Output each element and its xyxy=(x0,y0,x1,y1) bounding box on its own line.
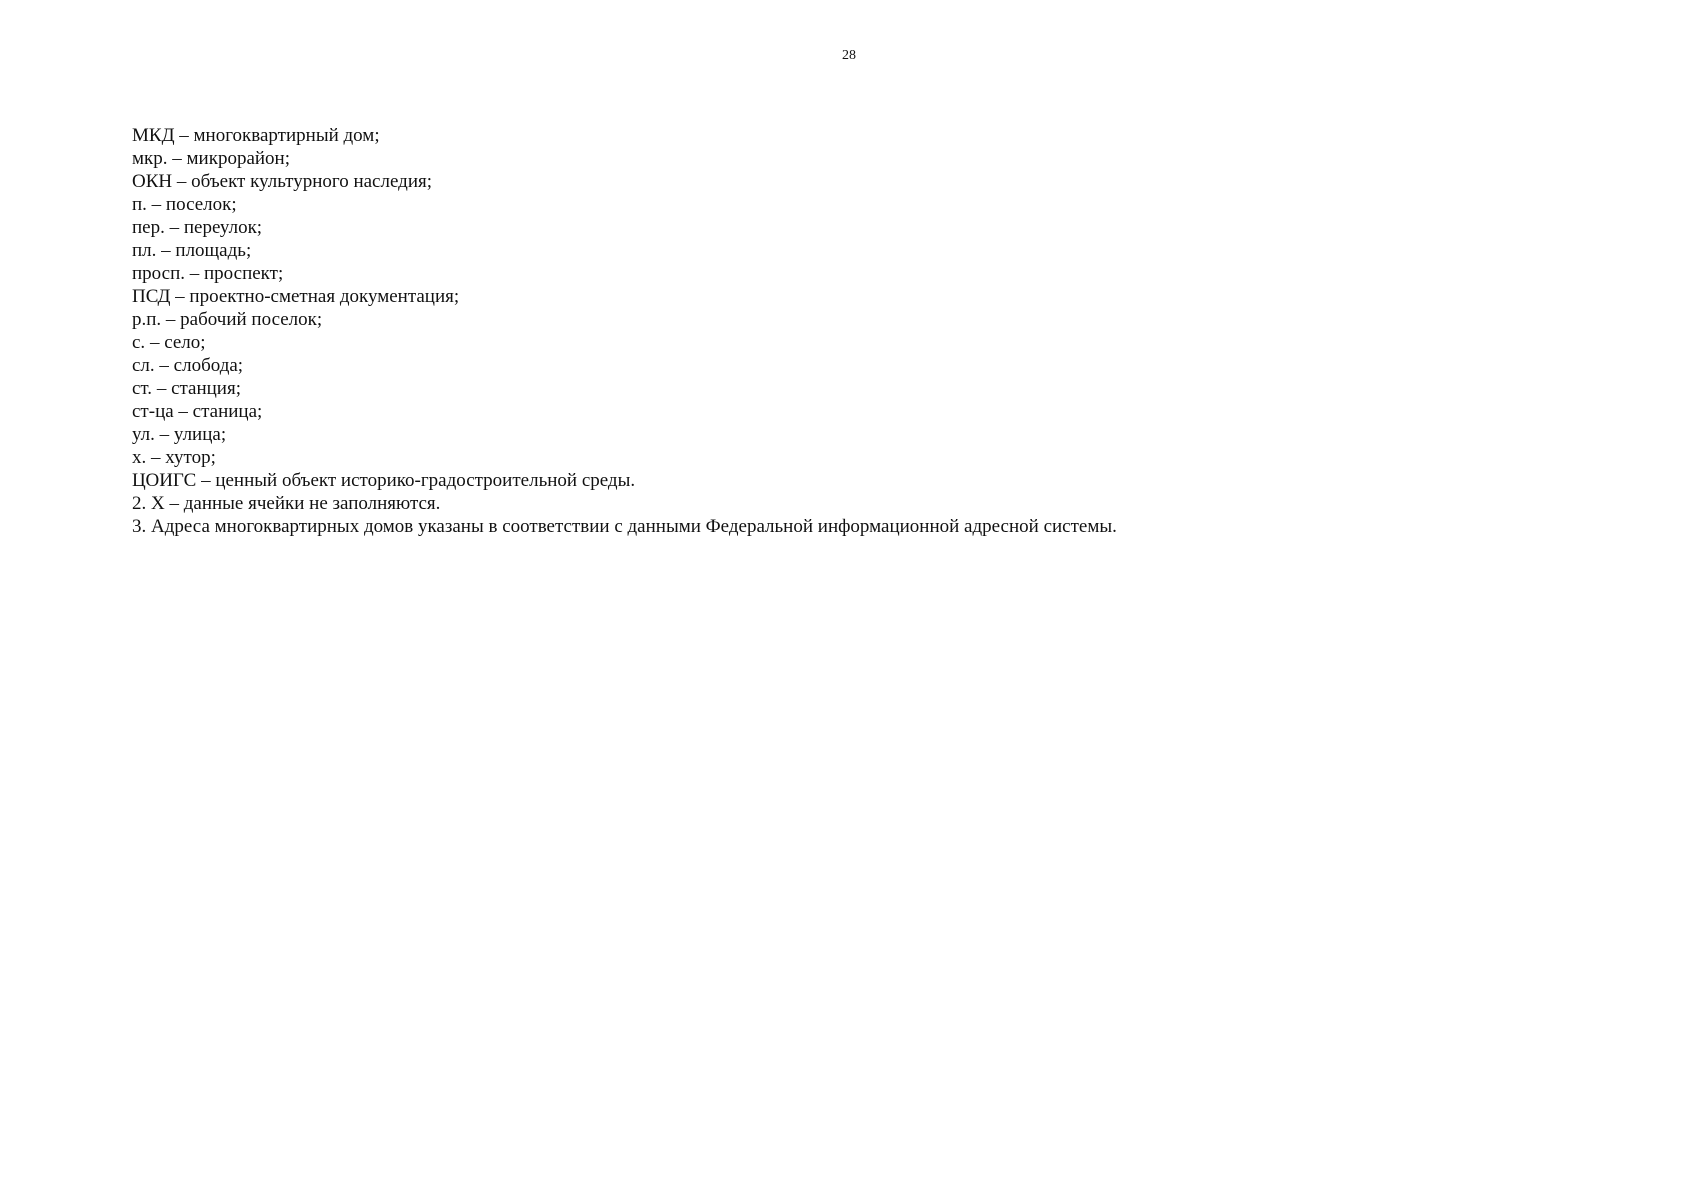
abbreviation-definition: поселок; xyxy=(165,194,237,215)
abbreviation-line xyxy=(132,377,1572,400)
abbreviation-term: просп. – xyxy=(132,263,204,284)
abbreviation-line xyxy=(132,124,1572,147)
abbreviation-line xyxy=(132,354,1572,377)
abbreviation-line xyxy=(132,170,1572,193)
note-term: 2. Х – xyxy=(132,493,184,514)
abbreviation-term: ПСД – xyxy=(132,286,189,307)
abbreviation-definition: площадь; xyxy=(175,240,252,261)
abbreviation-line xyxy=(132,216,1572,239)
abbreviation-definition: многоквартирный дом; xyxy=(193,125,380,146)
abbreviation-line xyxy=(132,469,1572,492)
abbreviation-term: х. – xyxy=(132,447,165,468)
abbreviation-term: п. – xyxy=(132,194,166,215)
abbreviations-notes xyxy=(132,124,1572,538)
abbreviation-definition: село; xyxy=(164,332,206,353)
abbreviation-term: пл. – xyxy=(132,240,175,261)
abbreviation-definition: улица; xyxy=(173,424,227,445)
note-definition: данные ячейки не заполняются. xyxy=(183,493,441,514)
abbreviation-line xyxy=(132,400,1572,423)
abbreviation-definition: хутор; xyxy=(165,447,216,468)
abbreviation-line xyxy=(132,147,1572,170)
abbreviation-term: мкр. – xyxy=(132,148,187,169)
abbreviation-line xyxy=(132,308,1572,331)
abbreviation-definition: станция; xyxy=(171,378,241,399)
abbreviation-term: ст-ца – xyxy=(132,401,193,422)
abbreviation-definition: слобода; xyxy=(173,355,244,376)
note-item xyxy=(132,492,1572,515)
abbreviation-term: ОКН – xyxy=(132,171,191,192)
abbreviation-line xyxy=(132,262,1572,285)
abbreviation-line xyxy=(132,193,1572,216)
abbreviation-definition: переулок; xyxy=(183,217,263,238)
abbreviation-line xyxy=(132,285,1572,308)
abbreviation-definition: микрорайон; xyxy=(186,148,290,169)
abbreviation-definition: проектно-сметная документация; xyxy=(189,286,460,307)
abbreviation-definition: рабочий поселок; xyxy=(180,309,323,330)
abbreviation-term: пер. – xyxy=(132,217,184,238)
page-number: 28 xyxy=(842,48,856,63)
abbreviation-definition: станица; xyxy=(192,401,263,422)
abbreviation-term: с. – xyxy=(132,332,164,353)
abbreviation-term: сл. – xyxy=(132,355,174,376)
abbreviation-definition: ценный объект историко-градостроительной среды. xyxy=(215,470,636,491)
abbreviation-term: ст. – xyxy=(132,378,171,399)
abbreviation-term: ЦОИГС – xyxy=(132,470,215,491)
abbreviation-line xyxy=(132,239,1572,262)
abbreviation-line xyxy=(132,446,1572,469)
abbreviation-definition: объект культурного наследия; xyxy=(191,171,433,192)
note-item: 3. Адреса многоквартирных домов указаны в соответствии с данными Федеральной информационной адресной системы. xyxy=(132,516,1117,537)
abbreviation-definition: проспект; xyxy=(204,263,284,284)
abbreviation-term: ул. – xyxy=(132,424,174,445)
abbreviation-term: МКД – xyxy=(132,125,194,146)
abbreviation-line xyxy=(132,331,1572,354)
abbreviation-term: р.п. – xyxy=(132,309,180,330)
abbreviation-line xyxy=(132,423,1572,446)
